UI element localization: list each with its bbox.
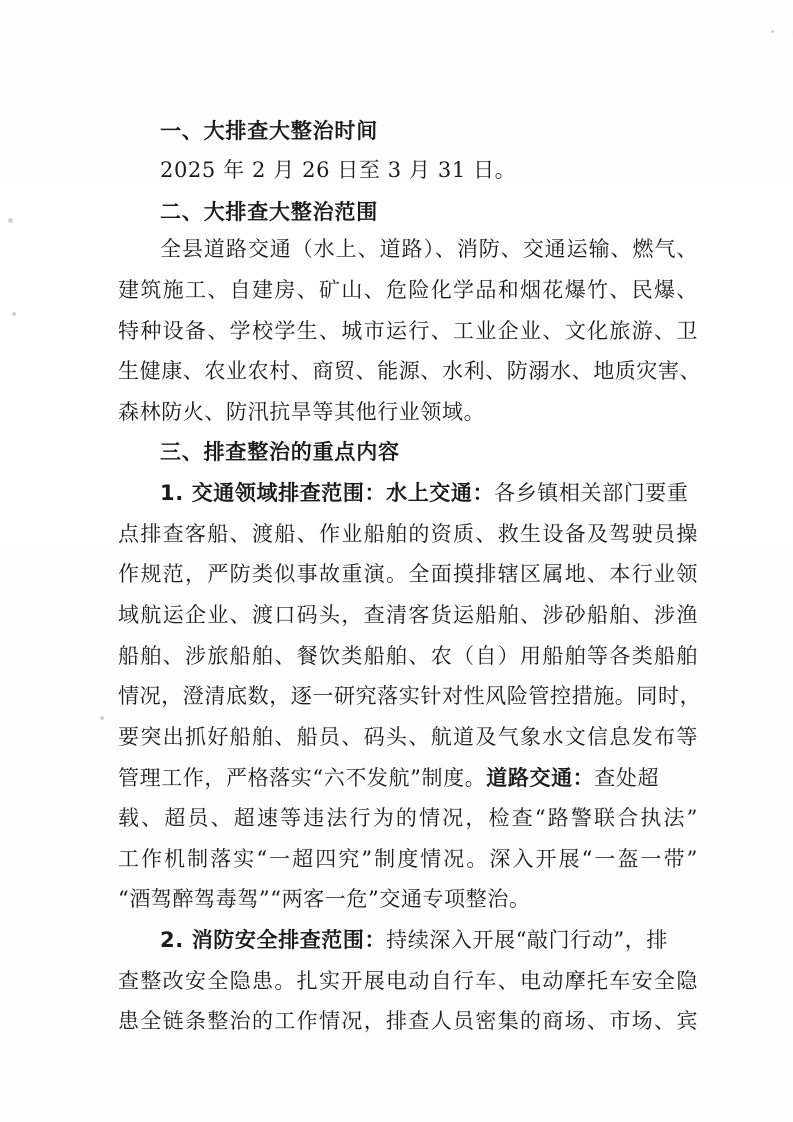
road-traffic-line — [118, 763, 698, 793]
paragraph-fragment: 管理工作，严格落实“六不发航”制度。 — [118, 766, 487, 790]
paragraph-line: 要突出抓好船舶、船员、码头、航道及气象水文信息发布等 — [118, 725, 698, 749]
paragraph-line: 生健康、农业农村、商贸、能源、水利、防溺水、地质灾害、 — [118, 359, 702, 383]
item-2-text: 持续深入开展“敲门行动”，排 — [386, 928, 668, 952]
paragraph-line: 船舶、涉旅船舶、餐饮类船舶、农（自）用船舶等各类船舶 — [118, 644, 698, 668]
scan-dot — [8, 218, 13, 223]
item-2-first-line — [160, 925, 698, 955]
scan-dot — [100, 716, 104, 720]
section-heading-2: 二、大排查大整治范围 — [160, 200, 378, 224]
item-1-label: 1. 交通领域排查范围： — [160, 481, 387, 505]
section-1-text: 2025 年 2 月 26 日至 3 月 31 日。 — [160, 158, 517, 182]
item-1-first-line — [160, 478, 698, 508]
road-traffic-label: 道路交通： — [486, 766, 595, 790]
paragraph-line: “酒驾醉驾毒驾”“两客一危”交通专项整治。 — [118, 887, 531, 911]
scan-dot — [12, 312, 16, 316]
section-heading-3: 三、排查整治的重点内容 — [160, 440, 400, 464]
paragraph-line: 患全链条整治的工作情况，排查人员密集的商场、市场、宾 — [118, 1009, 698, 1033]
scan-dot — [771, 30, 774, 33]
paragraph-line: 域航运企业、渡口码头，查清客货运船舶、涉砂船舶、涉渔 — [118, 603, 698, 627]
paragraph-line: 森林防火、防汛抗旱等其他行业领域。 — [118, 400, 486, 424]
item-1-sublabel-water: 水上交通： — [386, 481, 495, 505]
paragraph-line: 点排查客船、渡船、作业船舶的资质、救生设备及驾驶员操 — [118, 522, 698, 546]
paragraph-line: 情况，澄清底数，逐一研究落实针对性风险管控措施。同时， — [118, 684, 702, 708]
paragraph-line: 全县道路交通（水上、道路）、消防、交通运输、燃气、 — [160, 237, 698, 261]
paragraph-line: 载、超员、超速等违法行为的情况，检查“路警联合执法” — [118, 806, 698, 830]
section-heading-1: 一、大排查大整治时间 — [160, 119, 378, 143]
paragraph-line: 建筑施工、自建房、矿山、危险化学品和烟花爆竹、民爆、 — [118, 278, 698, 302]
item-1-text: 各乡镇相关部门要重 — [494, 481, 689, 505]
item-2-label: 2. 消防安全排查范围： — [160, 928, 387, 952]
paragraph-line: 特种设备、学校学生、城市运行、工业企业、文化旅游、卫 — [118, 319, 698, 343]
paragraph-fragment: 查处超 — [594, 766, 660, 790]
paragraph-line: 作规范，严防类似事故重演。全面摸排辖区属地、本行业领 — [118, 562, 698, 586]
paragraph-line: 工作机制落实“一超四究”制度情况。深入开展“一盔一带” — [118, 847, 698, 871]
paragraph-line: 查整改安全隐患。扎实开展电动自行车、电动摩托车安全隐 — [118, 969, 698, 993]
